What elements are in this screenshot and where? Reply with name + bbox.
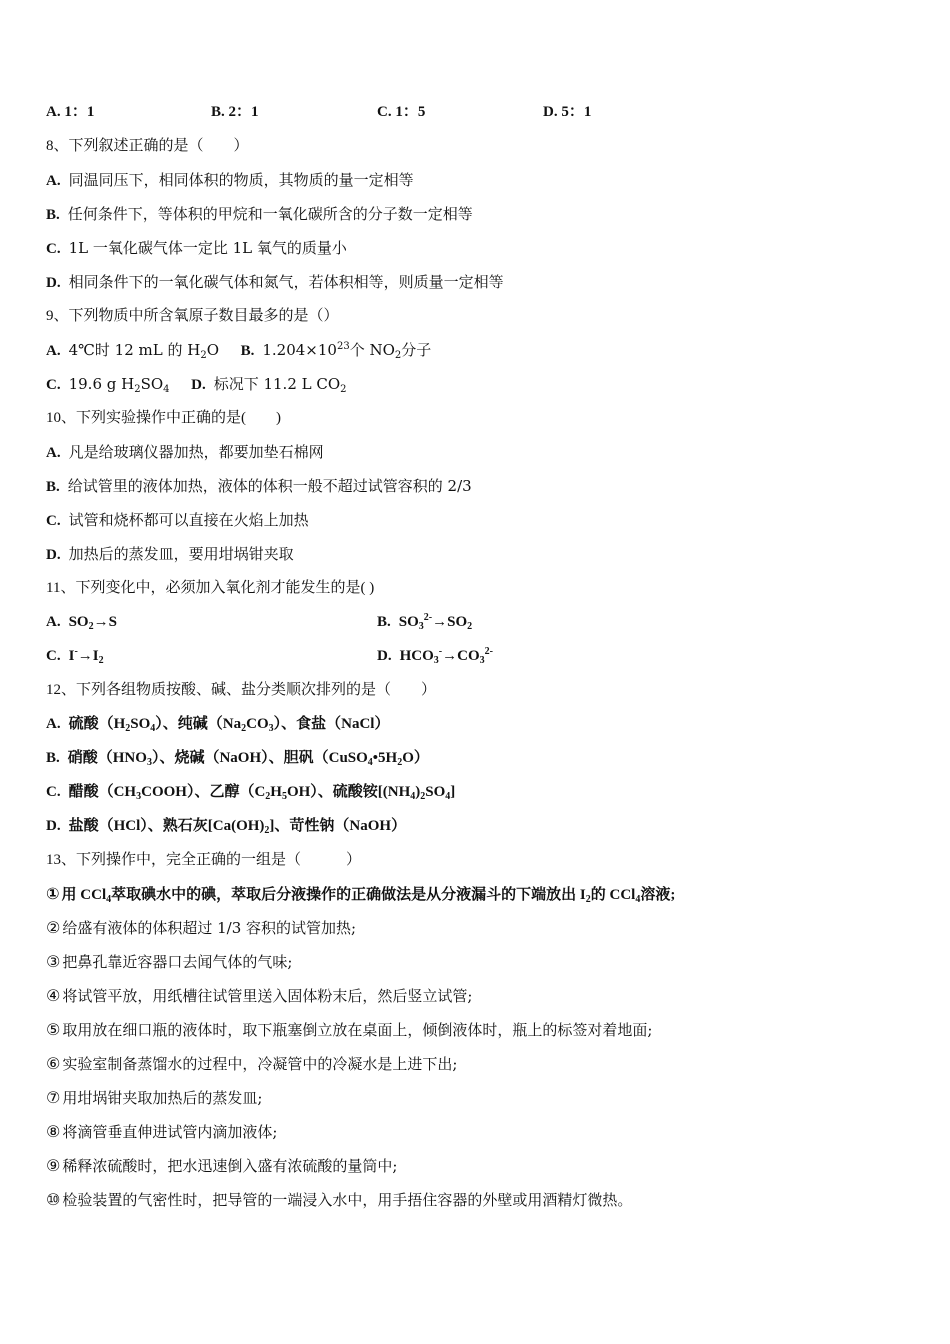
- subscript: 2: [265, 791, 271, 802]
- subscript: 2: [134, 384, 141, 395]
- option-text: ）、纯碱（Na: [155, 716, 242, 732]
- formula: SO: [68, 614, 89, 630]
- option-text: 给试管里的液体加热，液体的体积一般不超过试管容积的 2/3: [67, 477, 472, 495]
- subscript: 4: [163, 384, 170, 395]
- subscript: 3: [268, 723, 274, 734]
- option-text: CO: [246, 716, 269, 732]
- option-text: 相同条件下的一氧化碳气体和氮气，若体积相等，则质量一定相等: [68, 273, 504, 291]
- option-text: ]、苛性钠（NaOH）: [269, 818, 407, 834]
- option-label: C.: [46, 648, 61, 664]
- option-text: 加热后的蒸发皿，要用坩埚钳夹取: [68, 545, 294, 563]
- option-label: D.: [191, 377, 206, 393]
- q11-option-a: [46, 612, 117, 632]
- subscript: 2: [467, 621, 473, 632]
- option-label: D.: [377, 648, 392, 664]
- q9-options-cd: [46, 374, 347, 395]
- item-number: ⑨: [46, 1156, 61, 1175]
- q11-stem: 11、下列变化中，必须加入氧化剂才能发生的是( ): [46, 580, 375, 596]
- subscript: 3: [479, 655, 485, 666]
- subscript: 3: [146, 757, 152, 768]
- subscript: 4: [445, 791, 451, 802]
- formula: I: [68, 648, 75, 664]
- option-text: 硫酸（H: [68, 716, 126, 732]
- option-text: H: [270, 784, 282, 800]
- q13-stem: 13、下列操作中，完全正确的一组是（ ）: [46, 852, 362, 868]
- option-text: 同温同压下，相同体积的物质，其物质的量一定相等: [68, 171, 414, 189]
- option-text: ）、食盐（NaCl）: [273, 716, 390, 732]
- item-number: ⑥: [46, 1054, 61, 1073]
- item-text: 稀释浓硫酸时，把水迅速倒入盛有浓硫酸的量筒中;: [62, 1157, 398, 1175]
- item-text: 溶液;: [640, 887, 676, 903]
- subscript: 3: [418, 621, 424, 632]
- option-label: A.: [46, 104, 61, 120]
- option-text: 2：1: [228, 104, 259, 120]
- option-label: D.: [46, 547, 61, 563]
- option-label: B.: [240, 343, 255, 359]
- q10-stem: 10、下列实验操作中正确的是( ): [46, 410, 281, 426]
- option-text: 个 NO: [349, 341, 395, 359]
- option-text: 任何条件下，等体积的甲烷和一氧化碳所含的分子数一定相等: [67, 205, 473, 223]
- item-number: ⑦: [46, 1088, 61, 1107]
- option-text: 分子: [401, 341, 432, 359]
- subscript: 2: [397, 757, 403, 768]
- subscript: 2: [200, 350, 207, 361]
- item-number: ②: [46, 918, 61, 937]
- option-label: A.: [46, 614, 61, 630]
- subscript: 2: [340, 384, 347, 395]
- q9-options-ab: [46, 340, 431, 361]
- q13-item-10: [46, 1190, 632, 1210]
- q13-item-7: [46, 1088, 262, 1108]
- arrow-icon: →: [432, 614, 448, 630]
- item-number: ⑩: [46, 1190, 61, 1209]
- superscript: 2-: [423, 612, 433, 623]
- q9-stem: 9、下列物质中所含氧原子数目最多的是（）: [46, 308, 339, 324]
- subscript: 5: [281, 791, 287, 802]
- q8-option-b: [46, 204, 473, 225]
- option-text: ]: [450, 784, 456, 800]
- option-label: B.: [46, 207, 60, 223]
- item-number: ④: [46, 986, 61, 1005]
- q8-option-a: [46, 170, 414, 191]
- option-text: 硝酸（HNO: [67, 750, 147, 766]
- option-text: 盐酸（HCl）、熟石灰[Ca(OH): [68, 818, 265, 834]
- superscript: 2-: [484, 646, 493, 657]
- item-text: 给盛有液体的体积超过 1/3 容积的试管加热;: [62, 919, 357, 937]
- option-label: B.: [46, 750, 60, 766]
- option-label: D.: [46, 818, 61, 834]
- item-text: 把鼻孔靠近容器口去闻气体的气味;: [62, 953, 293, 971]
- formula: S: [108, 614, 117, 630]
- option-label: B.: [46, 479, 60, 495]
- option-text: •5H: [372, 750, 398, 766]
- option-label: C.: [46, 784, 61, 800]
- item-text: 将试管平放，用纸槽往试管里送入固体粉末后，然后竖立试管;: [62, 987, 473, 1005]
- q7-option-b: [211, 102, 259, 122]
- option-label: C.: [46, 377, 61, 393]
- superscript: -: [438, 646, 443, 657]
- q10-option-c: [46, 510, 309, 531]
- item-text: 取用放在细口瓶的液体时，取下瓶塞倒立放在桌面上，倾倒液体时，瓶上的标签对着地面;: [62, 1021, 653, 1039]
- arrow-icon: →: [442, 648, 458, 664]
- q13-item-4: [46, 986, 472, 1006]
- item-text: 的 CCl: [590, 887, 636, 903]
- q13-item-5: [46, 1020, 652, 1040]
- q11-option-b: [377, 612, 472, 632]
- option-label: A.: [46, 173, 61, 189]
- subscript: 2: [98, 655, 104, 666]
- q12-stem: 12、下列各组物质按酸、碱、盐分类顺次排列的是（ ）: [46, 682, 437, 698]
- item-text: 萃取碘水中的碘，萃取后分液操作的正确做法是从分液漏斗的下端放出 I: [111, 887, 586, 903]
- option-text: 1L 一氧化碳气体一定比 1L 氧气的质量小: [68, 239, 347, 257]
- option-text: ): [415, 784, 421, 800]
- subscript: 4: [635, 894, 641, 905]
- option-label: A.: [46, 445, 61, 461]
- option-label: C.: [46, 513, 61, 529]
- item-number: ⑧: [46, 1122, 61, 1141]
- option-label: B.: [377, 614, 391, 630]
- subscript: 2: [420, 791, 426, 802]
- option-label: A.: [46, 343, 61, 359]
- subscript: 3: [433, 655, 439, 666]
- item-number: ③: [46, 952, 61, 971]
- option-text: 试管和烧杯都可以直接在火焰上加热: [68, 511, 309, 529]
- option-text: O: [206, 341, 220, 359]
- formula: SO: [447, 614, 468, 630]
- subscript: 2: [394, 350, 402, 361]
- q8-option-d: [46, 272, 504, 293]
- subscript: 2: [241, 723, 247, 734]
- option-text: 4℃时 12 mL 的 H: [68, 341, 201, 359]
- q13-item-6: [46, 1054, 457, 1074]
- option-text: 1.204×10: [262, 341, 337, 359]
- option-text: OH）、硫酸铵[(NH: [286, 784, 411, 800]
- q13-item-2: [46, 918, 356, 938]
- q11-option-c: [46, 646, 104, 666]
- option-text: 19.6 g H: [68, 375, 135, 393]
- superscript: 23: [336, 341, 350, 352]
- subscript: 4: [106, 894, 112, 905]
- subscript: 2: [88, 621, 94, 632]
- q7-option-c: [377, 102, 425, 122]
- q13-item-9: [46, 1156, 397, 1176]
- item-text: 实验室制备蒸馏水的过程中，冷凝管中的冷凝水是上进下出;: [62, 1055, 458, 1073]
- q13-item-8: [46, 1122, 277, 1142]
- q13-item-3: [46, 952, 292, 972]
- q10-option-a: [46, 442, 324, 463]
- subscript: 4: [150, 723, 156, 734]
- option-label: B.: [211, 104, 225, 120]
- q12-option-c: [46, 782, 455, 802]
- item-text: 用 CCl: [61, 887, 107, 903]
- q12-option-a: [46, 714, 389, 734]
- q7-option-d: [543, 102, 591, 122]
- option-text: O）: [402, 750, 429, 766]
- arrow-icon: →: [77, 648, 93, 664]
- option-label: C.: [46, 241, 61, 257]
- formula: CO: [457, 648, 480, 664]
- option-label: D.: [46, 275, 61, 291]
- option-text: SO: [140, 375, 164, 393]
- q13-item-1: [46, 884, 675, 905]
- option-text: 凡是给玻璃仪器加热，都要加垫石棉网: [68, 443, 324, 461]
- q11-option-d: [377, 646, 493, 666]
- formula: HCO: [399, 648, 434, 664]
- item-text: 用坩埚钳夹取加热后的蒸发皿;: [62, 1089, 263, 1107]
- formula: I: [92, 648, 99, 664]
- subscript: 2: [264, 825, 270, 836]
- q12-option-d: [46, 816, 406, 836]
- subscript: 4: [367, 757, 373, 768]
- item-number: ⑤: [46, 1020, 61, 1039]
- subscript: 4: [410, 791, 416, 802]
- option-label: C.: [377, 104, 392, 120]
- q12-option-b: [46, 748, 429, 768]
- option-label: D.: [543, 104, 558, 120]
- option-text: ）、烧碱（NaOH）、胆矾（CuSO: [151, 750, 368, 766]
- formula: SO: [398, 614, 419, 630]
- q7-option-a: [46, 102, 94, 122]
- option-text: SO: [130, 716, 151, 732]
- option-text: 1：5: [395, 104, 426, 120]
- option-text: 1：1: [64, 104, 95, 120]
- item-number: ①: [46, 884, 60, 903]
- subscript: 2: [125, 723, 131, 734]
- item-text: 将滴管垂直伸进试管内滴加液体;: [62, 1123, 278, 1141]
- option-text: SO: [425, 784, 446, 800]
- item-text: 检验装置的气密性时，把导管的一端浸入水中，用手捂住容器的外壁或用酒精灯微热。: [62, 1191, 633, 1209]
- option-label: A.: [46, 716, 61, 732]
- q8-stem: 8、下列叙述正确的是（ ）: [46, 138, 249, 154]
- option-text: 5：1: [561, 104, 592, 120]
- q8-option-c: [46, 238, 347, 259]
- arrow-icon: →: [93, 614, 109, 630]
- subscript: 3: [136, 791, 142, 802]
- option-text: COOH）、乙醇（C: [141, 784, 266, 800]
- q10-option-b: [46, 476, 472, 497]
- option-text: 标况下 11.2 L CO: [213, 375, 341, 393]
- option-text: 醋酸（CH: [68, 784, 137, 800]
- q10-option-d: [46, 544, 294, 565]
- subscript: 2: [585, 894, 591, 905]
- superscript: -: [74, 646, 78, 657]
